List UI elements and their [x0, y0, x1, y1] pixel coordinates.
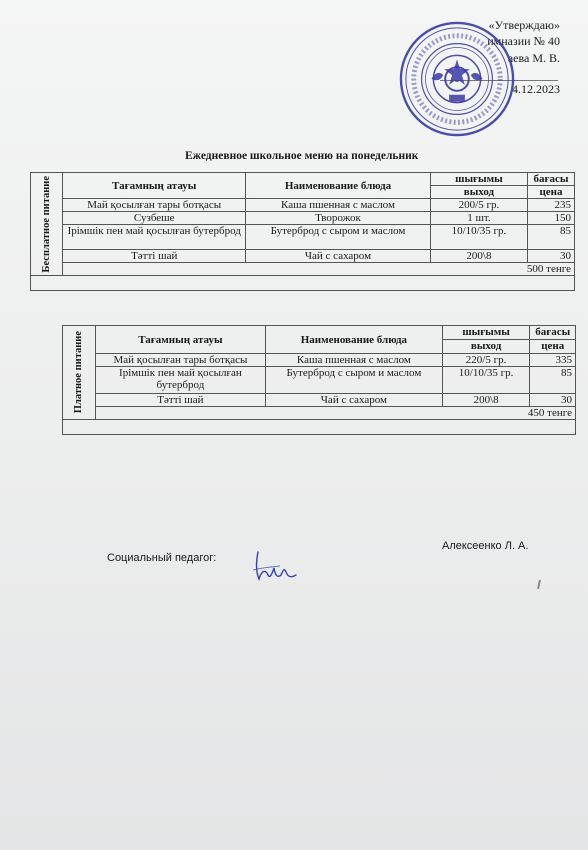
- column-header: Наименование блюда: [266, 326, 443, 354]
- dish-name-ru: Бутерброд с сыром и маслом: [246, 225, 431, 250]
- section-label-cell: [31, 173, 63, 276]
- menu-title: Ежедневное школьное меню на понедельник: [185, 150, 419, 162]
- table-total-row: [31, 263, 575, 276]
- dish-yield: 200\8: [442, 394, 530, 407]
- table-total-row: [63, 407, 576, 420]
- section-label-cell: [63, 326, 96, 420]
- dish-price: 150: [527, 212, 574, 225]
- dish-name-ru: Каша пшенная с маслом: [266, 354, 443, 367]
- free-menu-table: [30, 172, 575, 291]
- dish-price: 235: [527, 199, 574, 212]
- dish-name-ru: Чай с сахаром: [266, 394, 443, 407]
- signatory-role: Социальный педагог:: [107, 552, 217, 564]
- table-row: [63, 394, 576, 407]
- dish-price: 30: [530, 394, 576, 407]
- dish-price: 85: [527, 225, 574, 250]
- dish-name-kz: Сузбеше: [63, 212, 246, 225]
- approval-line-2: имназии № 40: [487, 34, 560, 48]
- dish-yield: 10/10/35 гр.: [442, 367, 530, 394]
- table-row: [31, 199, 575, 212]
- column-header: выход: [430, 186, 527, 199]
- column-header: бағасы: [527, 173, 574, 186]
- pen-mark: [537, 580, 541, 589]
- menu-total: 450 тенге: [95, 407, 575, 420]
- menu-total: 500 тенге: [63, 263, 575, 276]
- dish-name-kz: Ірімшік пен май қосылған бутерброд: [95, 367, 265, 394]
- dish-name-ru: Чай с сахаром: [246, 250, 431, 263]
- column-header: выход: [442, 340, 530, 354]
- table-row: [63, 367, 576, 394]
- column-header: цена: [527, 186, 574, 199]
- dish-price: 85: [530, 367, 576, 394]
- signatory-name: Алексеенко Л. А.: [442, 540, 529, 552]
- column-header: бағасы: [530, 326, 576, 340]
- approval-date: 4.12.2023: [512, 82, 560, 96]
- dish-name-ru: Творожок: [246, 212, 431, 225]
- dish-yield: 200\8: [430, 250, 527, 263]
- dish-yield: 10/10/35 гр.: [430, 225, 527, 250]
- empty-cell: [63, 420, 576, 435]
- empty-cell: [31, 276, 575, 291]
- approval-line-3: аева М. В.: [507, 51, 560, 65]
- table-empty-row: [63, 420, 576, 435]
- dish-name-kz: Тәтті шай: [95, 394, 265, 407]
- table-row: [31, 212, 575, 225]
- official-stamp: [398, 20, 516, 138]
- table-row: [31, 250, 575, 263]
- dish-yield: 1 шт.: [430, 212, 527, 225]
- dish-name-kz: Май қосылған тары ботқасы: [95, 354, 265, 367]
- handwritten-signature: [250, 548, 300, 584]
- table-row: [63, 354, 576, 367]
- dish-yield: 200/5 гр.: [430, 199, 527, 212]
- table-header-row: [63, 326, 576, 340]
- section-label: Бесплатное питание: [40, 175, 52, 273]
- dish-name-kz: Тәтті шай: [63, 250, 246, 263]
- dish-name-kz: Май қосылған тары ботқасы: [63, 199, 246, 212]
- section-label: Платное питание: [72, 331, 84, 414]
- table-empty-row: [31, 276, 575, 291]
- column-header: цена: [530, 340, 576, 354]
- dish-yield: 220/5 гр.: [442, 354, 530, 367]
- column-header: Тағамның атауы: [95, 326, 265, 354]
- table-header-row: [31, 173, 575, 186]
- dish-name-kz: Ірімшік пен май қосылған бутерброд: [63, 225, 246, 250]
- column-header: Тағамның атауы: [63, 173, 246, 199]
- dish-price: 30: [527, 250, 574, 263]
- column-header: Наименование блюда: [246, 173, 431, 199]
- dish-price: 335: [530, 354, 576, 367]
- table-row: [31, 225, 575, 250]
- dish-name-ru: Бутерброд с сыром и маслом: [266, 367, 443, 394]
- approval-line-1: «Утверждаю»: [488, 18, 560, 32]
- column-header: шығымы: [430, 173, 527, 186]
- dish-name-ru: Каша пшенная с маслом: [246, 199, 431, 212]
- column-header: шығымы: [442, 326, 530, 340]
- paid-menu-table: [62, 325, 576, 435]
